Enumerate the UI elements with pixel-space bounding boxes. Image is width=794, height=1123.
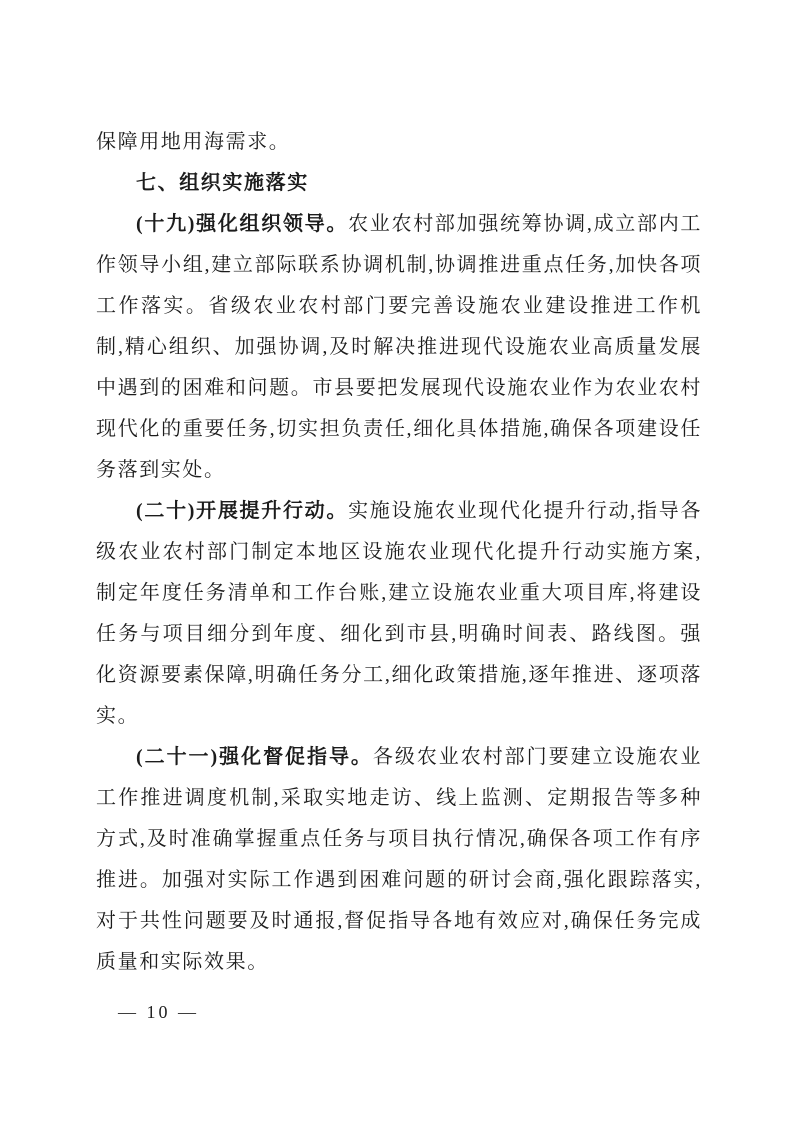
paragraph-20-lead: (二十)开展提升行动。 xyxy=(136,500,349,522)
paragraph-20 xyxy=(96,491,702,737)
paragraph-continuation: 保障用地用海需求。 xyxy=(96,131,291,153)
paragraph-21-lead: (二十一)强化督促指导。 xyxy=(136,746,373,768)
paragraph-21-body: 各级农业农村部门要建立设施农业工作推进调度机制,采取实地走访、线上监测、定期报告等多种方式,及时准确掌握重点任务与项目执行情况,确保各项工作有序推进。加强对实际工作遇到困难问题的研讨会商,强化跟踪落实,对于共性问题要及时通报,督促指导各地有效应对,确保任务完成质量和实际效果。 xyxy=(96,746,702,973)
paragraph-19 xyxy=(96,204,702,491)
paragraph-19-lead: (十九)强化组织领导。 xyxy=(136,213,349,235)
paragraph-21 xyxy=(96,737,702,983)
section-heading: 七、组织实施落实 xyxy=(136,172,309,194)
paragraph-19-body: 农业农村部加强统筹协调,成立部内工作领导小组,建立部际联系协调机制,协调推进重点任务,加快各项工作落实。省级农业农村部门要完善设施农业建设推进工作机制,精心组织、加强协调,及时解决推进现代设施农业高质量发展中遇到的困难和问题。市县要把发展现代设施农业作为农业农村现代化的重要任务,切实担负责任,细化具体措施,确保各项建设任务落到实处。 xyxy=(96,213,702,481)
paragraph-20-body: 实施设施农业现代化提升行动,指导各级农业农村部门制定本地区设施农业现代化提升行动实施方案,制定年度任务清单和工作台账,建立设施农业重大项目库,将建设任务与项目细分到年度、细化到市县,明确时间表、路线图。强化资源要素保障,明确任务分工,细化政策措施,逐年推进、逐项落实。 xyxy=(96,500,702,727)
page-number: — 10 — xyxy=(118,1002,199,1022)
